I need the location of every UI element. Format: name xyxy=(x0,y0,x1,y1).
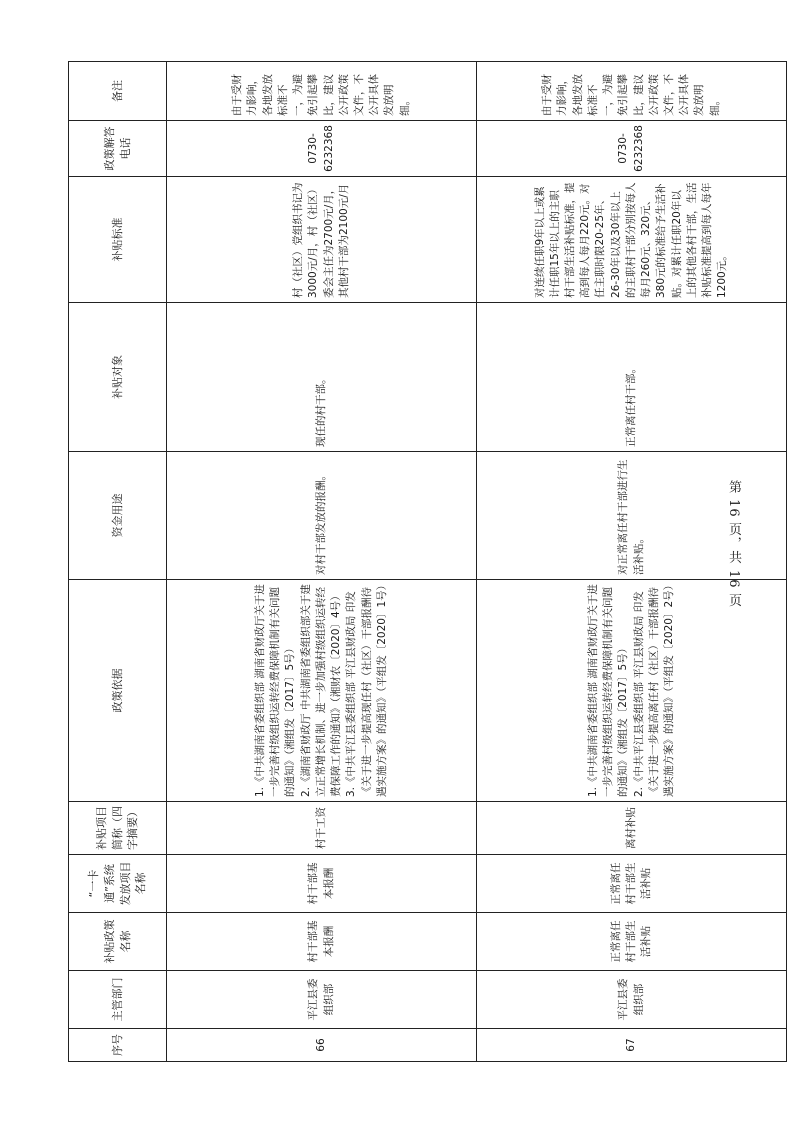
cell-policy-name: 村干部基本报酬 xyxy=(167,913,477,971)
cell-seq: 66 xyxy=(167,1029,477,1062)
cell-usage: 对村干部发放的报酬。 xyxy=(167,452,477,580)
cell-note: 由于受财力影响，各地发放标准不一，为避免引起攀比，建议公开政策文件，不公开具体发放明细。 xyxy=(477,62,787,121)
header-basis: 政策依据 xyxy=(69,580,167,802)
basis-line: 3.《中共平江县委组织部 平江县财政局 印发《关于进一步提高现任村（社区）干部报酬待遇实施方案》的通知》（平组发〔2020〕1号） xyxy=(345,579,388,797)
cell-policy-name: 正常离任村干部生活补贴 xyxy=(477,913,787,971)
cell-standard: 对连续任职9年以上或累计任职15年以上的主职村干部生活补贴标准，提高到每人每月220元。对任主职时限20-25年、26-30年以及30年以上的主职村干部分别按每人每月260元、320元、380元的标准给予生活补贴。对累计任职20年以上的其他各村干部，生活补贴标准提高到每人每年1200元。 xyxy=(477,177,787,303)
header-seq: 序号 xyxy=(69,1029,167,1062)
basis-line: 1.《中共湖南省委组织部 湖南省财政厅关于进一步完善村级组织运转经费保障机制有关问题的通知》（湘组发〔2017〕5号） xyxy=(254,584,297,797)
header-note: 备注 xyxy=(69,62,167,121)
cell-dept: 平江县委组织部 xyxy=(167,971,477,1029)
cell-abbr: 村干工资 xyxy=(167,802,477,855)
header-abbr: 补贴项目简称（四字摘要） xyxy=(69,802,167,855)
table-row xyxy=(167,62,477,1062)
header-standard: 补贴标准 xyxy=(69,177,167,303)
basis-line: 2.《中共平江县委组织部 平江县财政局 印发《关于进一步提高离任村（社区）干部报酬待遇实施方案》的通知》（平组发〔2020〕2号） xyxy=(632,579,675,797)
cell-basis xyxy=(167,580,477,802)
cell-dept: 平江县委组织部 xyxy=(477,971,787,1029)
cell-system-name: 正常离任村干部生活补贴 xyxy=(477,855,787,913)
basis-line: 1.《中共湖南省委组织部 湖南省财政厅关于进一步完善村级组织运转经费保障机制有关问题的通知》（湘组发〔2017〕5号） xyxy=(586,584,630,797)
basis-line: 2.《湖南省财政厅 中共湖南省委组织部关于建立正常增长机制、进一步加强村级组织运转经费保障工作的通知》（湘财农〔2020〕4号） xyxy=(299,584,343,797)
cell-target: 正常离任村干部。 xyxy=(477,303,787,452)
cell-abbr: 离村补贴 xyxy=(477,802,787,855)
cell-phone: 0730-6232368 xyxy=(167,121,477,177)
cell-target: 现任的村干部。 xyxy=(167,303,477,452)
cell-seq: 67 xyxy=(477,1029,787,1062)
cell-system-name: 村干部基本报酬 xyxy=(167,855,477,913)
cell-basis xyxy=(477,580,787,802)
rotated-table-page xyxy=(68,62,786,1062)
cell-phone: 0730-6232368 xyxy=(477,121,787,177)
header-usage: 资金用途 xyxy=(69,452,167,580)
subsidy-policy-table xyxy=(68,61,787,1062)
header-target: 补贴对象 xyxy=(69,303,167,452)
header-policy-name: 补贴政策名称 xyxy=(69,913,167,971)
page-number: 第 16 页，共 16 页 xyxy=(726,480,741,608)
header-system-name: “一卡通”系统发放项目名称 xyxy=(69,855,167,913)
header-dept: 主管部门 xyxy=(69,971,167,1029)
header-phone: 政策解答电话 xyxy=(69,121,167,177)
table-header-row xyxy=(69,62,167,1062)
cell-note: 由于受财力影响，各地发放标准不一，为避免引起攀比，建议公开政策文件，不公开具体发放明细。 xyxy=(167,62,477,121)
cell-usage: 对正常离任村干部进行生活补贴。 xyxy=(477,452,787,580)
cell-standard: 村（社区）党组织书记为3000元/月，村（社区）委会主任为2700元/月，其他村干部为2100元/月 xyxy=(167,177,477,303)
